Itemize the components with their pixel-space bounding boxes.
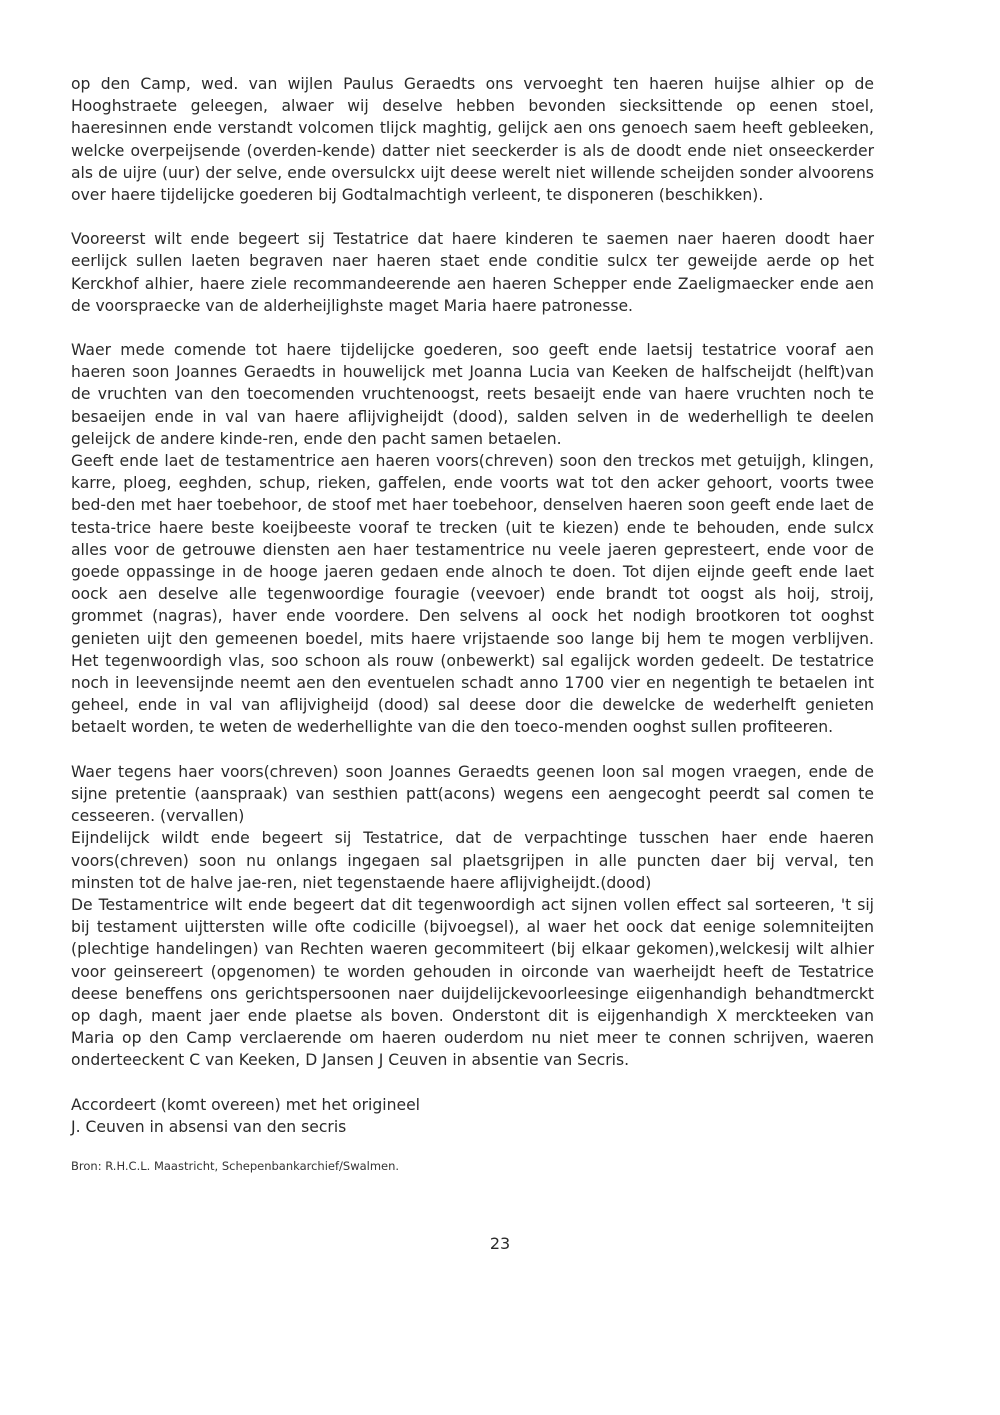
document-body <box>71 73 874 1174</box>
paragraph-accordeert: Accordeert (komt overeen) met het origineel J. Ceuven in absensi van den secris <box>71 1095 421 1136</box>
paragraph-closing: Waer tegens haer voors(chreven) soon Joannes Geraedts geenen loon sal mogen vraegen, ende de sijne pretentie (aanspraak) van sesthien patt(acons) wegens een aengecoght peerdt sal comen te cesseeren. (vervallen) Eijndelijck wildt ende begeert sij Testatrice, dat de verpachtinge tusschen haer ende haeren voors(chreven) soon nu onlangs ingegaen sal plaetsgrijpen in alle puncten daer bij verval, ten minsten tot de halve jae-ren, niet tegenstaende haere aflijvigheijdt.(dood) De Testamentrice wilt ende begeert dat dit tegenwoordigh act sijnen vollen effect sal sorteeren, 't sij bij testament uijttersten wille ofte codicille (bijvoegsel), al waer het oock dat eenige solemniteijten (plechtige handelingen) van Rechten waeren gecommiteert (bij elkaar gekomen),welckesij wilt alhier voor geinsereert (opgenomen) te worden gehouden in oirconde van waerheijdt heeft de Testatrice deese beneffens ons gerichtspersoonen naer duijdelijckevoorleesinge eiigenhandigh behandtmerckt op dagh, maent jaer ende plaetse als boven. Onderstont dit is eijgenhandigh X merckteeken van Maria op den Camp verclaerende om haeren ouderdom nu niet meer te connen schrijven, waeren onderteeckent C van Keeken, D Jansen J Ceuven in absentie van Secris. <box>71 762 874 1070</box>
page-number: 23 <box>489 1234 511 1253</box>
source-citation: Bron: R.H.C.L. Maastricht, Schepenbankarchief/Swalmen. <box>71 1158 400 1173</box>
paragraph-goods: Waer mede comende tot haere tijdelijcke goederen, soo geeft ende laetsij testatrice vooraf aen haeren soon Joannes Geraedts in houwelijck met Joanna Lucia van Keeken de halfscheijdt (helft)van de vruchten van den toecomenden vruchtenoogst, reets besaeijt ende van haere vruchten noch te besaeijen ende in val van haere aflijvigheijdt (dood), salden selven in de wederhelligh te deelen geleijck de andere kinde-ren, ende den pacht samen betaelen. Geeft ende laet de testamentrice aen haeren voors(chreven) soon den treckos met getuijgh, klingen, karre, ploeg, eeghden, schup, rieken, gaffelen, ende voorts wat tot den acker gehoort, voorts twee bed-den met haer toebehoor, de stoof met haer toebehoor, denselven haeren soon geeft ende laet de testa-trice haere beste koeijbeeste vooraf te trecken (uit te kiezen) ende te behouden, ende sulcx alles voor de getrouwe diensten aen haer testamentrice nu veele jaeren gepresteert, ende voor de goede oppassinge in de hooge jaeren gedaen ende alnoch te doen. Tot dijen eijnde geeft ende laet oock aen deselve alle tegenwoordige fouragie (veevoer) ende brandt tot oogst als hoij, stroij, grommet (nagras), haver ende voordere. Den selvens al oock het nodigh brootkoren tot ooghst genieten uijt den gemeenen boedel, mits haere vrijstaende soo lange bij hem te mogen verblijven. Het tegenwoordigh vlas, soo schoon als rouw (onbewerkt) sal egalijck worden gedeelt. De testatrice noch in leevensijnde neemt aen den eventuelen schadt anno 1700 vier en negentigh te betaelen int geheel, ende in val van aflijvigheijd (dood) sal deese door die dewelcke de wederhelft genieten betaelt worden, te weten de wederhellighte van die den toeco-menden ooghst sullen profiteeren. <box>71 341 874 737</box>
paragraph-burial: Vooreerst wilt ende begeert sij Testatrice dat haere kinderen te saemen naer haeren doodt haer eerlijck sullen laeten begraven naer haeren staet ende conditie sulcx ter geweijde aerde op het Kerckhof alhier, haere ziele recommandeerende aen haeren Schepper ende Zaeligmaecker ende aen de voorspraecke van de alderheijlighste maget Maria haere patronesse. <box>71 230 874 315</box>
paragraph-opening: op den Camp, wed. van wijlen Paulus Geraedts ons vervoeght ten haeren huijse alhier op de Hooghstraete geleegen, alwaer wij deselve hebben bevonden siecksittende op eenen stoel, haeresinnen ende verstandt volcomen tlijck maghtig, gelijck aen ons genoech saem heeft gebleeken, welcke overpeijsende (overden-kende) datter niet seeckerder is als de doodt ende niet onseeckerder als de uijre (uur) der selve, ende oversulckx uijt deese werelt niet willende scheijden sonder alvoorens over haere tijdelijcke goederen bij Godtalmachtigh verleent, te disponeren (beschikken). <box>71 75 874 205</box>
